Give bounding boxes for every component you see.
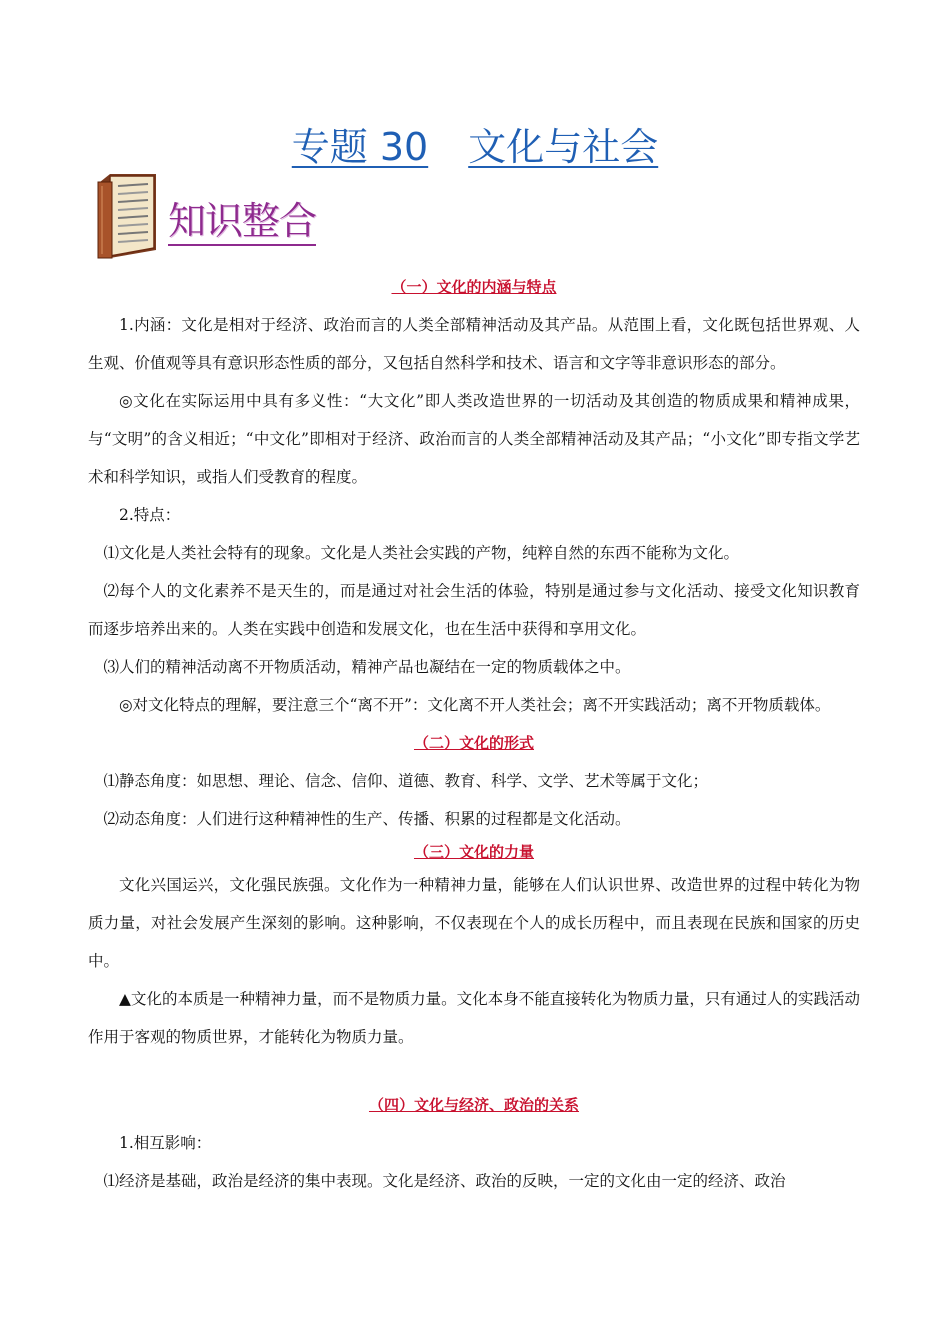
paragraph: ◎文化在实际运用中具有多义性：“大文化”即人类改造世界的一切活动及其创造的物质成果和精神成果，与“文明”的含义相近；“中文化”即相对于经济、政治而言的人类全部精神活动及其产品；“小文化”即专指文学艺术和科学知识，或指人们受教育的程度。: [88, 392, 860, 486]
banner-title: 知识整合: [168, 202, 316, 246]
paragraph: 1.相互影响：: [119, 1134, 212, 1152]
title-part1: 专题 30: [291, 125, 429, 169]
paragraph: ⑴静态角度：如思想、理论、信念、信仰、道德、教育、科学、文学、艺术等属于文化；: [103, 772, 709, 790]
paragraph: 2.特点：: [119, 506, 181, 524]
paragraph: 文化兴国运兴，文化强民族强。文化作为一种精神力量，能够在人们认识世界、改造世界的过程中转化为物质力量，对社会发展产生深刻的影响。这种影响，不仅表现在个人的成长历程中，而且表现在民族和国家的历史中。: [88, 876, 860, 970]
paragraph: ⑴文化是人类社会特有的现象。文化是人类社会实践的产物，纯粹自然的东西不能称为文化。: [103, 544, 740, 562]
knowledge-banner: [94, 172, 354, 262]
paragraph: 1.内涵：文化是相对于经济、政治而言的人类全部精神活动及其产品。从范围上看，文化既包括世界观、人生观、价值观等具有意识形态性质的部分，又包括自然科学和技术、语言和文字等非意识形态的部分。: [88, 316, 860, 372]
section-heading: （一）文化的内涵与特点: [391, 278, 557, 296]
main-content: [88, 268, 860, 1200]
paragraph: ◎对文化特点的理解，要注意三个“离不开”：文化离不开人类社会；离不开实践活动；离不开物质载体。: [119, 696, 831, 714]
paragraph: ⑴经济是基础，政治是经济的集中表现。文化是经济、政治的反映，一定的文化由一定的经济、政治: [103, 1172, 786, 1190]
section-heading: （四）文化与经济、政治的关系: [368, 1096, 579, 1114]
book-icon: [94, 172, 160, 260]
paragraph: ⑵动态角度：人们进行这种精神性的生产、传播、积累的过程都是文化活动。: [103, 810, 631, 828]
page-title: [0, 116, 950, 171]
paragraph: ⑵每个人的文化素养不是天生的，而是通过对社会生活的体验，特别是通过参与文化活动、接受文化知识教育而逐步培养出来的。人类在实践中创造和发展文化，也在生活中获得和享用文化。: [88, 582, 860, 638]
paragraph: ⑶人们的精神活动离不开物质活动，精神产品也凝结在一定的物质载体之中。: [103, 658, 631, 676]
section-heading: （二）文化的形式: [413, 734, 534, 752]
section-heading: （三）文化的力量: [413, 843, 534, 861]
title-part2: 文化与社会: [468, 125, 659, 169]
paragraph: ▲文化的本质是一种精神力量，而不是物质力量。文化本身不能直接转化为物质力量，只有通过人的实践活动作用于客观的物质世界，才能转化为物质力量。: [88, 990, 860, 1046]
